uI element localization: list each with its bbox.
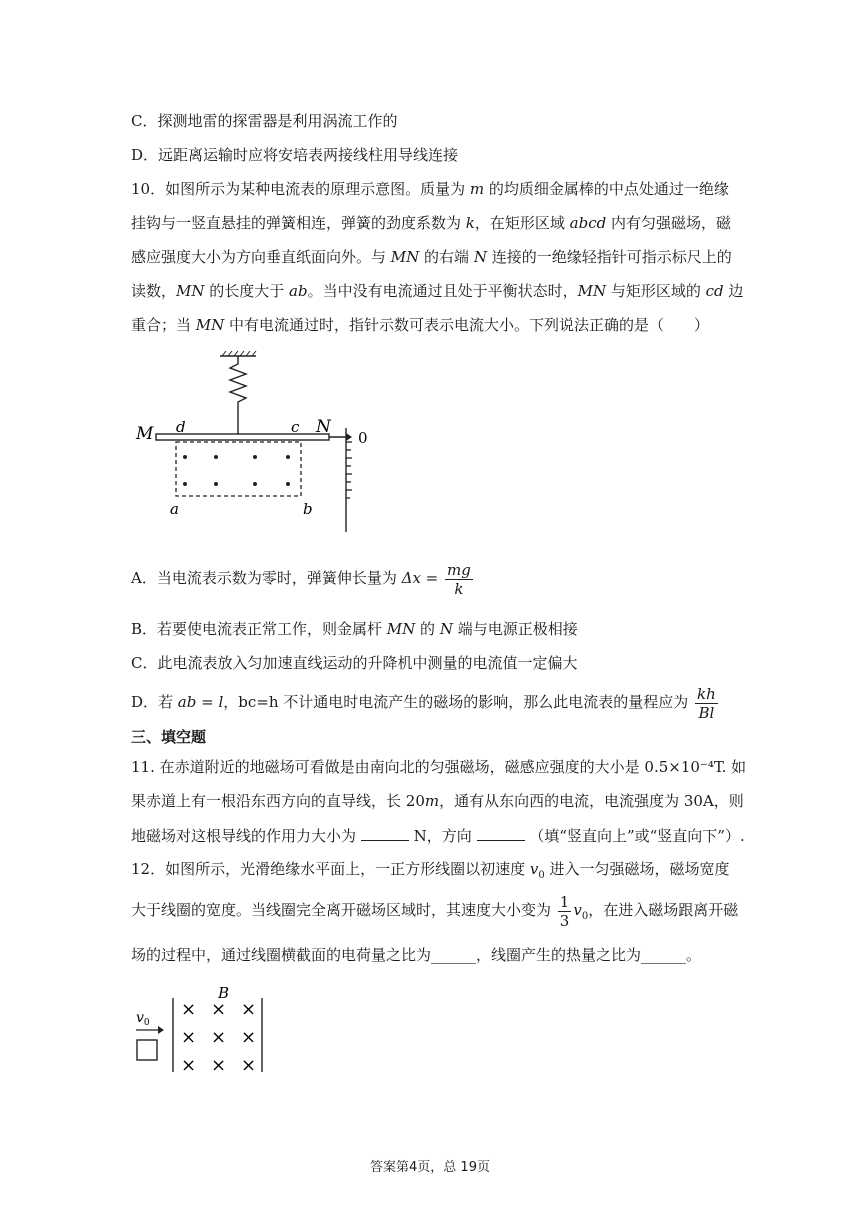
q12-line2: 大于线圈的宽度。当线圈完全离开磁场区域时，其速度大小变为 $\frac{1}{3}$ $v_0$，在进入磁场跟离开磁 — [131, 892, 739, 930]
q10-stem-line5: 重合；当 MN 中有电流通过时，指针示数可表示电流大小。下列说法正确的是（ ） — [131, 316, 710, 334]
svg-text:×: × — [211, 1055, 227, 1076]
square-coil — [137, 1040, 157, 1060]
section-heading: 三、填空题 — [131, 728, 207, 746]
label-m: M — [136, 424, 154, 444]
q9-option-d: D．远距离运输时应将安培表两接线柱用导线连接 — [131, 146, 459, 164]
magnetic-field-region — [176, 442, 301, 496]
svg-text:×: × — [241, 999, 257, 1020]
label-n: N — [316, 417, 331, 437]
fraction-mg-over-k: $\frac{mg}{k}$ — [447, 560, 471, 598]
q12-coil-field-diagram — [128, 984, 278, 1079]
label-b: b — [303, 500, 313, 518]
svg-text:×: × — [181, 999, 197, 1020]
svg-text:×: × — [211, 1027, 227, 1048]
fraction-kh-over-bl: $\frac{kh}{Bl}$ — [697, 684, 716, 722]
label-zero: 0 — [358, 429, 368, 447]
q12-line3: 场的过程中，通过线圈横截面的电荷量之比为______，线圈产生的热量之比为______。 — [131, 946, 702, 964]
field-dots — [183, 455, 290, 486]
label-d: d — [176, 418, 186, 436]
q11-line3: 地磁场对这根导线的作用力大小为 N，方向 （填“竖直向上”或“竖直向下”）. — [131, 824, 745, 847]
svg-text:×: × — [241, 1027, 257, 1048]
q10-stem-line4: 读数，MN 的长度大于 ab。当中没有电流通过且处于平衡状态时，MN 与矩形区域的 cd 边 — [131, 282, 744, 300]
q11-answer-blank-direction[interactable] — [477, 824, 525, 841]
label-c: c — [291, 418, 300, 436]
q10-stem-line3: 感应强度大小为方向垂直纸面向外。与 MN 的右端 N 连接的一绝缘轻指针可指示标尺上的 — [131, 248, 732, 266]
q10-option-a: A．当电流表示数为零时，弹簧伸长量为 Δx = $\frac{mg}{k}$ — [131, 560, 471, 598]
q12-line1: 12．如图所示，光滑绝缘水平面上，一正方形线圈以初速度 $v_0$ 进入一匀强磁场，磁场宽度 — [131, 860, 730, 881]
q9-option-c: C．探测地雷的探雷器是利用涡流工作的 — [131, 112, 398, 130]
q10-stem-line2: 挂钩与一竖直悬挂的弹簧相连，弹簧的劲度系数为 k，在矩形区域 abcd 内有匀强磁场，磁 — [131, 214, 731, 232]
q10-option-d: D．若 ab = l，bc=h 不计通电时电流产生的磁场的影响，那么此电流表的量程应为 $\frac{kh}{Bl}$ — [131, 684, 716, 722]
svg-text:×: × — [211, 999, 227, 1020]
q11-line1: 11. 在赤道附近的地磁场可看做是由南向北的匀强磁场，磁感应强度的大小是 0.5×10⁻⁴T. 如 — [131, 758, 747, 776]
q10-stem-line1: 10．如图所示为某种电流表的原理示意图。质量为 m 的均质细金属棒的中点处通过一绝缘 — [131, 180, 729, 198]
label-b-field: B — [218, 984, 230, 1002]
q10-option-b: B．若要使电流表正常工作，则金属杆 MN 的 N 端与电源正极相接 — [131, 620, 578, 638]
q11-line2: 果赤道上有一根沿东西方向的直导线，长 20m，通有从东向西的电流，电流强度为 30A，则 — [131, 792, 744, 810]
field-crosses — [181, 999, 256, 1076]
spring — [230, 356, 246, 434]
label-a: a — [170, 500, 179, 518]
svg-text:×: × — [181, 1055, 197, 1076]
fraction-one-third: $\frac{1}{3}$ — [559, 892, 570, 930]
page-footer: 答案第4页，总 19页 — [370, 1160, 490, 1175]
svg-text:×: × — [181, 1027, 197, 1048]
label-v0: $v_0$ — [136, 1010, 150, 1028]
svg-text:×: × — [241, 1055, 257, 1076]
q10-ammeter-diagram — [128, 350, 388, 535]
q11-answer-blank-force[interactable] — [361, 824, 409, 841]
q10-option-c: C．此电流表放入匀加速直线运动的升降机中测量的电流值一定偏大 — [131, 654, 578, 672]
